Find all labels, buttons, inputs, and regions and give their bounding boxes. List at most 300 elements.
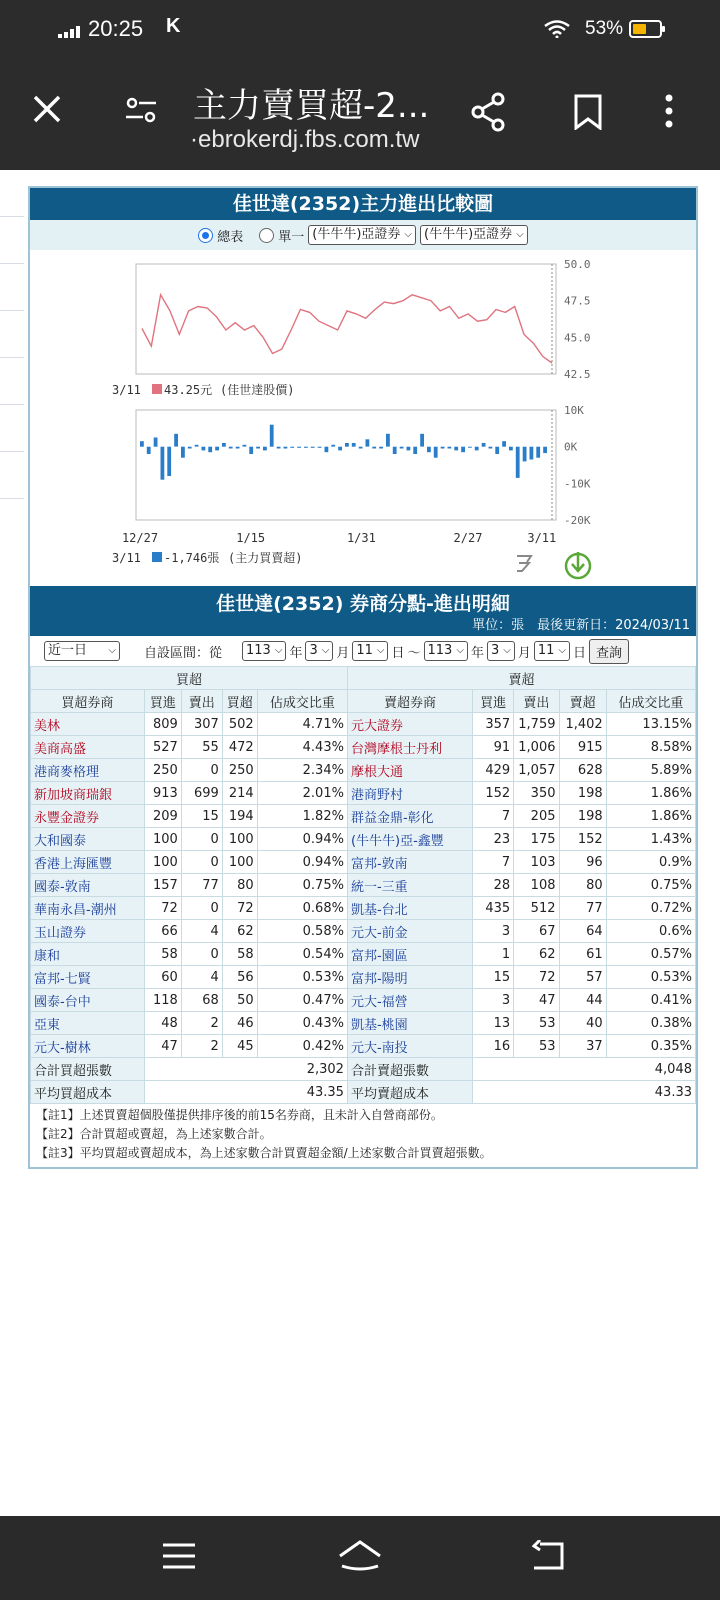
- day-label: 日: [572, 645, 586, 661]
- volume-bar: [366, 439, 370, 446]
- table-row: [31, 805, 696, 828]
- volume-bar: [475, 447, 479, 451]
- buy-net-value: 45: [222, 1035, 257, 1058]
- sell-broker-name[interactable]: 富邦-園區: [347, 943, 472, 966]
- sell-pct-value: 1.86%: [606, 805, 695, 828]
- buy-pct-value: 0.43%: [257, 1012, 347, 1035]
- volume-bar: [393, 447, 397, 454]
- buy-net-value: 214: [222, 782, 257, 805]
- sell-out-value: 1,759: [514, 713, 559, 736]
- date-filter-row: [30, 636, 696, 666]
- col-buy-pct: 佔成交比重: [257, 690, 347, 713]
- chevron-down-icon: ⌵: [516, 229, 524, 240]
- volume-bar: [297, 447, 301, 448]
- volume-plot-frame: [136, 410, 556, 520]
- close-icon[interactable]: [32, 94, 62, 124]
- buy-broker-name[interactable]: 美商高盛: [31, 736, 145, 759]
- period-select[interactable]: [44, 641, 120, 661]
- buy-pct-value: 2.01%: [257, 782, 347, 805]
- buy-broker-name[interactable]: 大和國泰: [31, 828, 145, 851]
- table-row: [31, 759, 696, 782]
- buy-out-value: 0: [181, 943, 222, 966]
- broker-select-2[interactable]: [420, 225, 528, 245]
- sell-net-value: 57: [559, 966, 606, 989]
- volume-legend-swatch: [152, 552, 162, 562]
- sell-net-value: 628: [559, 759, 606, 782]
- download-icon[interactable]: [564, 550, 592, 580]
- footnotes: [30, 1104, 696, 1167]
- note-3: 【註3】平均買超或賣超成本，為上述家數合計買賣超金額/上述家數合計買賣超張數。: [36, 1146, 492, 1160]
- sell-net-value: 96: [559, 851, 606, 874]
- buy-pct-value: 0.94%: [257, 851, 347, 874]
- buy-out-value: 2: [181, 1012, 222, 1035]
- chart-panel-title: 佳世達(2352)主力進出比較圖: [30, 188, 696, 220]
- broker-table: [30, 666, 696, 1104]
- volume-y-tick: -10K: [564, 477, 591, 491]
- volume-bar: [454, 447, 458, 451]
- sell-broker-name[interactable]: (牛牛牛)亞-鑫豐: [347, 828, 472, 851]
- note-1: 【註1】上述買賣超個股僅提供排序後的前15名券商，且未計入自營商部份。: [36, 1108, 443, 1122]
- buy-in-value: 527: [144, 736, 181, 759]
- sell-out-value: 205: [514, 805, 559, 828]
- volume-bar: [243, 445, 247, 447]
- sell-pct-value: 0.38%: [606, 1012, 695, 1035]
- col-buy-broker: 買超券商: [31, 690, 145, 713]
- table-row: [31, 1012, 696, 1035]
- start-day-value: 11: [356, 643, 373, 658]
- volume-bar: [489, 447, 493, 449]
- sell-out-value: 53: [514, 1035, 559, 1058]
- sell-out-value: 53: [514, 1012, 559, 1035]
- volume-bar: [318, 447, 322, 448]
- sell-net-value: 915: [559, 736, 606, 759]
- buy-pct-value: 0.53%: [257, 966, 347, 989]
- buy-out-value: 0: [181, 759, 222, 782]
- buy-in-value: 157: [144, 874, 181, 897]
- end-year-value: 113: [427, 643, 453, 658]
- sell-net-value: 152: [559, 828, 606, 851]
- buy-pct-value: 4.71%: [257, 713, 347, 736]
- home-icon[interactable]: [336, 1538, 384, 1572]
- browser-toolbar: [0, 58, 720, 170]
- buy-broker-name[interactable]: 國泰-台中: [31, 989, 145, 1012]
- sell-net-value: 44: [559, 989, 606, 1012]
- chart-panel: [28, 186, 698, 1169]
- sell-section-header: 賣超: [347, 667, 695, 690]
- sell-in-value: 3: [473, 989, 514, 1012]
- buy-out-value: 2: [181, 1035, 222, 1058]
- buy-broker-name[interactable]: 美林: [31, 713, 145, 736]
- sell-in-value: 16: [473, 1035, 514, 1058]
- volume-bar: [413, 447, 417, 454]
- buy-out-value: 77: [181, 874, 222, 897]
- buy-in-value: 209: [144, 805, 181, 828]
- sell-net-value: 198: [559, 782, 606, 805]
- volume-bar: [284, 447, 288, 449]
- volume-bar: [215, 447, 219, 451]
- buy-broker-name[interactable]: 國泰-敦南: [31, 874, 145, 897]
- volume-bar: [509, 447, 513, 451]
- buy-pct-value: 1.82%: [257, 805, 347, 828]
- end-year-select[interactable]: [424, 641, 468, 661]
- back-icon[interactable]: [530, 1540, 566, 1572]
- table-row: [31, 920, 696, 943]
- chart-svg: [30, 250, 696, 586]
- sell-net-value: 61: [559, 943, 606, 966]
- table-row: [31, 989, 696, 1012]
- sell-net-value: 77: [559, 897, 606, 920]
- web-content: [0, 170, 720, 1516]
- sell-net-value: 1,402: [559, 713, 606, 736]
- sell-out-value: 1,057: [514, 759, 559, 782]
- buy-broker-name[interactable]: 香港上海匯豐: [31, 851, 145, 874]
- volume-bar: [352, 443, 356, 447]
- clock: 20:25: [88, 16, 144, 41]
- sell-out-value: 72: [514, 966, 559, 989]
- volume-note-desc: (主力買賣超): [228, 551, 303, 565]
- price-y-tick: 45.0: [564, 331, 591, 345]
- buy-pct-value: 0.68%: [257, 897, 347, 920]
- buy-in-value: 809: [144, 713, 181, 736]
- table-row: [31, 828, 696, 851]
- table-row: [31, 1035, 696, 1058]
- query-button[interactable]: 查詢: [589, 639, 629, 664]
- buy-out-value: 68: [181, 989, 222, 1012]
- volume-bar: [181, 447, 185, 458]
- volume-bar: [222, 443, 226, 447]
- detail-panel-title: 佳世達(2352) 券商分點-進出明細: [216, 593, 510, 615]
- col-sell-net: 賣超: [559, 690, 606, 713]
- volume-bar: [236, 447, 240, 449]
- volume-bar: [249, 447, 253, 454]
- buy-in-value: 100: [144, 851, 181, 874]
- sell-net-value: 37: [559, 1035, 606, 1058]
- sell-broker-name[interactable]: 群益金鼎-彰化: [347, 805, 472, 828]
- year-label: 年: [289, 645, 303, 661]
- buy-in-value: 913: [144, 782, 181, 805]
- chevron-down-icon: ⌵: [321, 645, 330, 656]
- price-y-tick: 47.5: [564, 294, 591, 308]
- buy-pct-value: 0.54%: [257, 943, 347, 966]
- share-icon[interactable]: [470, 92, 506, 132]
- total-sell-value: 4,048: [473, 1058, 696, 1081]
- sell-pct-value: 1.86%: [606, 782, 695, 805]
- sell-broker-name[interactable]: 摩根大通: [347, 759, 472, 782]
- volume-bar: [270, 425, 274, 447]
- end-day-value: 11: [537, 643, 555, 658]
- start-day-select[interactable]: [352, 641, 388, 661]
- end-month-value: 3: [490, 643, 500, 658]
- buy-broker-name[interactable]: 富邦-七賢: [31, 966, 145, 989]
- sell-broker-name[interactable]: 統一-三重: [347, 874, 472, 897]
- carrier-k-icon: K: [166, 15, 181, 37]
- volume-bar: [448, 447, 452, 449]
- buy-broker-name[interactable]: 元大-樹林: [31, 1035, 145, 1058]
- volume-bar: [516, 447, 520, 478]
- more-menu-icon[interactable]: [664, 94, 674, 128]
- avg-sell-label: 平均賣超成本: [347, 1081, 472, 1104]
- volume-bar: [140, 441, 144, 447]
- recent-apps-icon[interactable]: [162, 1542, 196, 1570]
- buy-net-value: 46: [222, 1012, 257, 1035]
- buy-net-value: 502: [222, 713, 257, 736]
- volume-y-tick: -20K: [564, 514, 591, 527]
- sell-out-value: 512: [514, 897, 559, 920]
- table-row: [31, 736, 696, 759]
- buy-net-value: 250: [222, 759, 257, 782]
- x-tick-label: 3/11: [527, 531, 557, 545]
- sell-in-value: 435: [473, 897, 514, 920]
- buy-net-value: 100: [222, 828, 257, 851]
- volume-bar: [359, 447, 363, 449]
- price-plot-frame: [136, 264, 556, 374]
- end-day-select[interactable]: [534, 641, 570, 661]
- volume-bar: [229, 447, 233, 449]
- buy-pct-value: 0.58%: [257, 920, 347, 943]
- radio-total[interactable]: [198, 228, 213, 243]
- left-margin-lines: [0, 170, 24, 550]
- price-legend-swatch: [152, 384, 162, 394]
- buy-pct-value: 0.42%: [257, 1035, 347, 1058]
- buy-pct-value: 0.94%: [257, 828, 347, 851]
- sell-in-value: 91: [473, 736, 514, 759]
- sell-pct-value: 5.89%: [606, 759, 695, 782]
- sell-in-value: 152: [473, 782, 514, 805]
- chart-mode-row: [30, 220, 696, 250]
- range-tilde: ～: [407, 645, 421, 661]
- sell-broker-name[interactable]: 台灣摩根士丹利: [347, 736, 472, 759]
- page-title: 主力賣買超-2...: [193, 86, 430, 126]
- buy-out-value: 0: [181, 828, 222, 851]
- volume-bar: [502, 441, 506, 447]
- buy-broker-name[interactable]: 永豐金證券: [31, 805, 145, 828]
- volume-bar: [188, 447, 192, 449]
- x-tick-label: 2/27: [453, 531, 483, 545]
- buy-broker-name[interactable]: 港商麥格理: [31, 759, 145, 782]
- sell-out-value: 175: [514, 828, 559, 851]
- start-month-select[interactable]: [305, 641, 333, 661]
- col-sell-pct: 佔成交比重: [606, 690, 695, 713]
- avg-sell-value: 43.33: [473, 1081, 696, 1104]
- buy-pct-value: 0.75%: [257, 874, 347, 897]
- sell-in-value: 357: [473, 713, 514, 736]
- chevron-down-icon: ⌵: [376, 645, 385, 656]
- sell-broker-name[interactable]: 港商野村: [347, 782, 472, 805]
- buy-out-value: 0: [181, 897, 222, 920]
- volume-bar: [461, 447, 465, 453]
- volume-bar: [277, 447, 281, 449]
- battery-percent: 53%: [585, 18, 624, 39]
- total-buy-value: 2,302: [144, 1058, 347, 1081]
- buy-broker-name[interactable]: 華南永昌-潮州: [31, 897, 145, 920]
- radio-single[interactable]: [259, 228, 274, 243]
- sell-in-value: 7: [473, 851, 514, 874]
- sell-broker-name[interactable]: 凱基-台北: [347, 897, 472, 920]
- volume-note-date: 3/11: [112, 551, 141, 565]
- buy-out-value: 0: [181, 851, 222, 874]
- sell-pct-value: 0.35%: [606, 1035, 695, 1058]
- buy-net-value: 58: [222, 943, 257, 966]
- buy-out-value: 4: [181, 920, 222, 943]
- chart-area: [30, 250, 696, 586]
- volume-bar: [167, 447, 171, 476]
- custom-range-label: 自設區間：從: [144, 645, 223, 661]
- volume-bar: [543, 447, 547, 453]
- volume-bar: [256, 447, 260, 449]
- sell-broker-name[interactable]: 凱基-桃園: [347, 1012, 472, 1035]
- volume-bar: [290, 447, 294, 448]
- sell-broker-name[interactable]: 富邦-陽明: [347, 966, 472, 989]
- sell-pct-value: 13.15%: [606, 713, 695, 736]
- sell-net-value: 64: [559, 920, 606, 943]
- period-select-value: 近一日: [48, 643, 88, 658]
- sell-in-value: 429: [473, 759, 514, 782]
- col-buy-in: 買進: [144, 690, 181, 713]
- col-sell-in: 買進: [473, 690, 514, 713]
- sell-pct-value: 0.72%: [606, 897, 695, 920]
- table-row: [31, 966, 696, 989]
- sell-net-value: 80: [559, 874, 606, 897]
- volume-bar: [420, 434, 424, 447]
- url-text[interactable]: ·ebrokerdj.fbs.com.tw: [190, 126, 420, 153]
- note-2: 【註2】合計買超或賣超，為上述家數合計。: [36, 1127, 272, 1141]
- sell-net-value: 40: [559, 1012, 606, 1035]
- volume-bar: [468, 447, 472, 448]
- sell-pct-value: 0.53%: [606, 966, 695, 989]
- sell-broker-name[interactable]: 元大證券: [347, 713, 472, 736]
- buy-section-header: 買超: [31, 667, 348, 690]
- buy-in-value: 60: [144, 966, 181, 989]
- start-year-select[interactable]: [242, 641, 286, 661]
- sell-broker-name[interactable]: 元大-南投: [347, 1035, 472, 1058]
- unit-and-update-date: 單位：張 最後更新日：2024/03/11: [472, 618, 690, 633]
- buy-broker-name[interactable]: 亞東: [31, 1012, 145, 1035]
- volume-bar: [311, 447, 315, 448]
- price-note-value: 43.25元: [164, 383, 213, 397]
- volume-bar: [154, 438, 158, 447]
- volume-bar: [523, 447, 527, 462]
- volume-bar: [379, 447, 383, 449]
- col-sell-broker: 賣超券商: [347, 690, 472, 713]
- buy-in-value: 250: [144, 759, 181, 782]
- total-sell-label: 合計賣超張數: [347, 1058, 472, 1081]
- buy-broker-name[interactable]: 新加坡商瑞銀: [31, 782, 145, 805]
- volume-bar: [372, 447, 376, 449]
- sell-in-value: 15: [473, 966, 514, 989]
- buy-broker-name[interactable]: 玉山證券: [31, 920, 145, 943]
- sell-pct-value: 0.6%: [606, 920, 695, 943]
- broker-select-1[interactable]: [308, 225, 416, 245]
- sell-out-value: 1,006: [514, 736, 559, 759]
- volume-note-value: -1,746張: [164, 551, 220, 565]
- buy-net-value: 194: [222, 805, 257, 828]
- sell-pct-value: 1.43%: [606, 828, 695, 851]
- price-y-tick: 50.0: [564, 258, 591, 271]
- buy-broker-name[interactable]: 康和: [31, 943, 145, 966]
- col-sell-out: 賣出: [514, 690, 559, 713]
- sell-in-value: 1: [473, 943, 514, 966]
- sell-in-value: 28: [473, 874, 514, 897]
- sell-out-value: 108: [514, 874, 559, 897]
- volume-y-tick: 0K: [564, 440, 578, 454]
- buy-out-value: 699: [181, 782, 222, 805]
- volume-bar: [202, 447, 206, 451]
- buy-net-value: 62: [222, 920, 257, 943]
- chevron-down-icon: ⌵: [456, 645, 464, 656]
- sell-in-value: 3: [473, 920, 514, 943]
- buy-in-value: 118: [144, 989, 181, 1012]
- volume-bar: [263, 447, 267, 451]
- radio-single-label: 單一: [278, 229, 305, 245]
- table-row: [31, 897, 696, 920]
- buy-in-value: 58: [144, 943, 181, 966]
- volume-bar: [536, 447, 540, 458]
- radio-total-label: 總表: [217, 229, 244, 245]
- col-buy-net: 買超: [222, 690, 257, 713]
- sell-broker-name[interactable]: 富邦-敦南: [347, 851, 472, 874]
- year-label: 年: [470, 645, 484, 661]
- buy-in-value: 48: [144, 1012, 181, 1035]
- bookmark-icon[interactable]: [573, 94, 603, 130]
- volume-bar: [441, 447, 445, 449]
- volume-bar: [386, 434, 390, 447]
- buy-out-value: 4: [181, 966, 222, 989]
- sell-out-value: 47: [514, 989, 559, 1012]
- buy-in-value: 72: [144, 897, 181, 920]
- battery-icon: [629, 20, 662, 38]
- sell-broker-name[interactable]: 元大-前金: [347, 920, 472, 943]
- buy-in-value: 100: [144, 828, 181, 851]
- start-month-value: 3: [309, 643, 318, 658]
- sell-broker-name[interactable]: 元大-福營: [347, 989, 472, 1012]
- buy-in-value: 47: [144, 1035, 181, 1058]
- price-note-date: 3/11: [112, 383, 141, 397]
- sell-pct-value: 8.58%: [606, 736, 695, 759]
- refresh-icon[interactable]: [514, 550, 538, 574]
- android-nav-bar: [0, 1516, 720, 1600]
- table-row: [31, 713, 696, 736]
- start-year-value: 113: [246, 643, 271, 658]
- sell-out-value: 67: [514, 920, 559, 943]
- volume-bar: [482, 443, 486, 447]
- volume-bar: [400, 447, 404, 449]
- chevron-down-icon: ⌵: [503, 645, 511, 656]
- volume-bar: [304, 447, 308, 448]
- volume-bar: [147, 447, 151, 454]
- volume-bar: [174, 434, 178, 447]
- volume-bar: [427, 447, 431, 453]
- buy-out-value: 15: [181, 805, 222, 828]
- sell-in-value: 13: [473, 1012, 514, 1035]
- detail-panel-header: [30, 586, 696, 636]
- day-label: 日: [391, 645, 405, 661]
- site-settings-icon[interactable]: [124, 96, 158, 124]
- buy-in-value: 66: [144, 920, 181, 943]
- volume-bar: [331, 445, 335, 447]
- x-tick-label: 1/15: [236, 531, 266, 545]
- total-buy-label: 合計買超張數: [31, 1058, 145, 1081]
- status-bar: [0, 0, 720, 58]
- volume-bar: [338, 447, 342, 451]
- volume-bar: [195, 445, 199, 447]
- volume-y-tick: 10K: [564, 404, 584, 417]
- end-month-select[interactable]: [487, 641, 515, 661]
- broker-select-2-value: (牛牛牛)亞證券: [424, 227, 513, 242]
- chevron-down-icon: ⌵: [558, 645, 566, 656]
- sell-pct-value: 0.9%: [606, 851, 695, 874]
- buy-pct-value: 2.34%: [257, 759, 347, 782]
- sell-in-value: 7: [473, 805, 514, 828]
